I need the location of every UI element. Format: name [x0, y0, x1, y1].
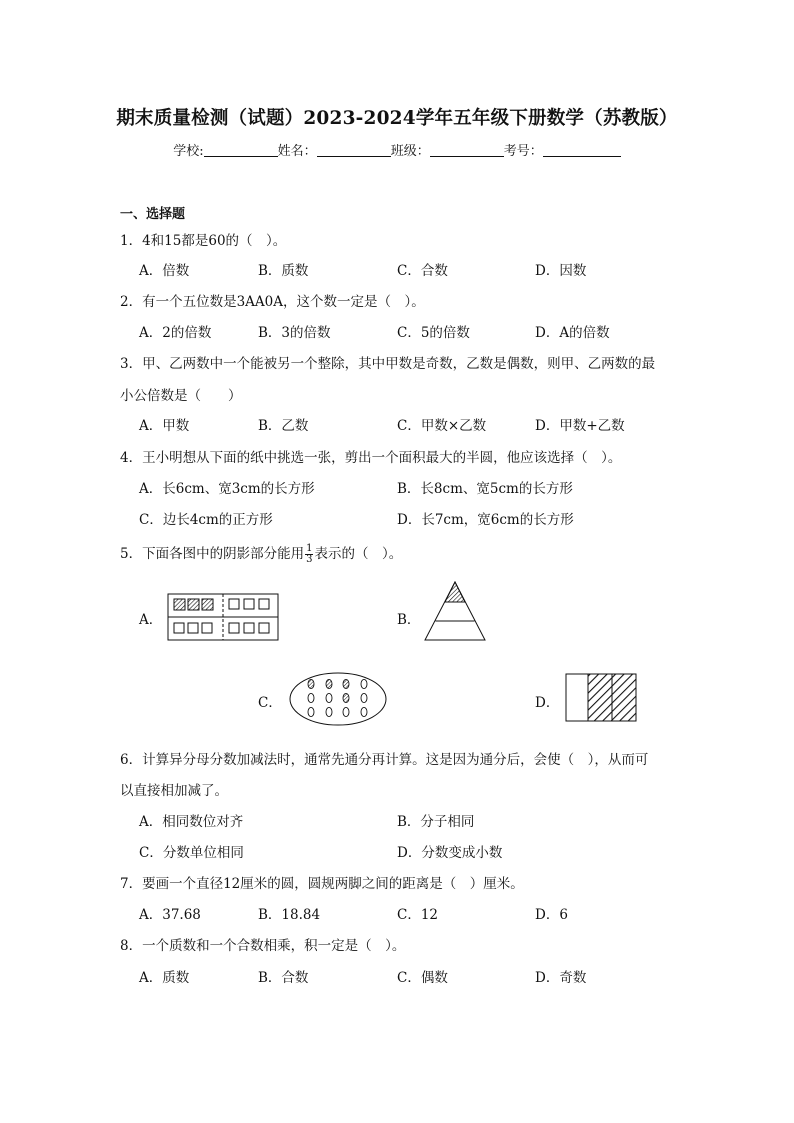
- question-5-stem: [120, 542, 402, 565]
- question-2-option-d[interactable]: D．A的倍数: [535, 325, 610, 341]
- question-1-option-d[interactable]: D．因数: [535, 263, 587, 279]
- question-3-option-a[interactable]: A．甲数: [139, 418, 190, 434]
- number-blank[interactable]: [543, 144, 621, 157]
- question-4-stem: 4．王小明想从下面的纸中挑选一张，剪出一个面积最大的半圆，他应该选择（ ）。: [120, 450, 622, 466]
- one-third-fraction: [305, 544, 313, 565]
- question-1-stem: 1．4和15都是60的（ ）。: [120, 233, 287, 249]
- question-2-option-c[interactable]: C．5的倍数: [397, 325, 470, 341]
- question-1-option-a[interactable]: A．倍数: [139, 263, 190, 279]
- question-3-stem-line2: 小公倍数是（ ）: [120, 388, 242, 404]
- question-7-option-c[interactable]: C．12: [397, 907, 439, 923]
- question-7-option-b[interactable]: B．18.84: [258, 907, 321, 923]
- question-3-option-c[interactable]: C．甲数×乙数: [397, 418, 487, 434]
- class-label: 班级：: [390, 144, 430, 159]
- question-1-option-c[interactable]: C．合数: [397, 263, 448, 279]
- school-label: 学校:: [173, 144, 204, 159]
- fraction-numerator: 1: [306, 543, 313, 554]
- question-4-option-d[interactable]: D．长7cm，宽6cm的长方形: [397, 512, 574, 528]
- figure-d-striped-rectangle: [565, 673, 637, 723]
- question-6-stem-line2: 以直接相加减了。: [120, 783, 228, 799]
- question-3-stem-line1: 3．甲、乙两数中一个能被另一个整除，其中甲数是奇数，乙数是偶数，则甲、乙两数的最: [120, 356, 656, 372]
- question-7-stem: 7．要画一个直径12厘米的圆，圆规两脚之间的距离是（ ）厘米。: [120, 876, 524, 892]
- question-4-option-a[interactable]: A．长6cm、宽3cm的长方形: [139, 481, 315, 497]
- question-1-option-b[interactable]: B．质数: [258, 263, 309, 279]
- question-6-option-b[interactable]: B．分子相同: [397, 814, 475, 830]
- number-label: 考号：: [503, 144, 543, 159]
- question-2-stem: 2．有一个五位数是3AA0A，这个数一定是（ ）。: [120, 294, 425, 310]
- question-6-option-a[interactable]: A．相同数位对齐: [139, 814, 244, 830]
- question-4-option-b[interactable]: B．长8cm、宽5cm的长方形: [397, 481, 573, 497]
- exam-title: 期末质量检测（试题）2023-2024学年五年级下册数学（苏教版）: [116, 108, 678, 129]
- question-7-option-a[interactable]: A．37.68: [139, 907, 201, 923]
- question-8-option-c[interactable]: C．偶数: [397, 970, 448, 986]
- question-8-option-a[interactable]: A．质数: [139, 970, 190, 986]
- figure-c-oval-set: [288, 671, 388, 727]
- name-blank[interactable]: [317, 144, 391, 157]
- question-6-stem-line1: 6．计算异分母分数加减法时，通常先通分再计算。这是因为通分后，会使（ ），从而可: [120, 752, 649, 768]
- question-5-option-c[interactable]: C．: [258, 695, 282, 711]
- question-5-option-a[interactable]: A．: [139, 612, 163, 628]
- class-blank[interactable]: [430, 144, 504, 157]
- name-label: 姓名：: [277, 144, 317, 159]
- question-3-option-d[interactable]: D．甲数+乙数: [535, 418, 625, 434]
- figure-a-squares-rectangle: [167, 593, 279, 641]
- question-8-stem: 8．一个质数和一个合数相乘，积一定是（ ）。: [120, 938, 406, 954]
- question-7-option-d[interactable]: D．6: [535, 907, 568, 923]
- section-heading: 一、选择题: [120, 207, 186, 222]
- student-info-row: [0, 140, 794, 159]
- school-blank[interactable]: [204, 144, 278, 157]
- question-5-option-d[interactable]: D．: [535, 695, 560, 711]
- question-3-option-b[interactable]: B．乙数: [258, 418, 309, 434]
- question-2-option-a[interactable]: A．2的倍数: [139, 325, 212, 341]
- question-6-option-c[interactable]: C．分数单位相同: [139, 845, 244, 861]
- question-5-option-b[interactable]: B．: [397, 612, 421, 628]
- figure-b-triangle: [423, 580, 487, 642]
- fraction-denominator: 3: [306, 554, 313, 565]
- question-4-option-c[interactable]: C．边长4cm的正方形: [139, 512, 273, 528]
- question-8-option-d[interactable]: D．奇数: [535, 970, 587, 986]
- question-8-option-b[interactable]: B．合数: [258, 970, 309, 986]
- question-2-option-b[interactable]: B．3的倍数: [258, 325, 331, 341]
- question-6-option-d[interactable]: D．分数变成小数: [397, 845, 503, 861]
- question-5-stem-pre: 5．下面各图中的阴影部分能用: [120, 546, 305, 562]
- question-5-stem-post: 表示的（ ）。: [314, 546, 403, 562]
